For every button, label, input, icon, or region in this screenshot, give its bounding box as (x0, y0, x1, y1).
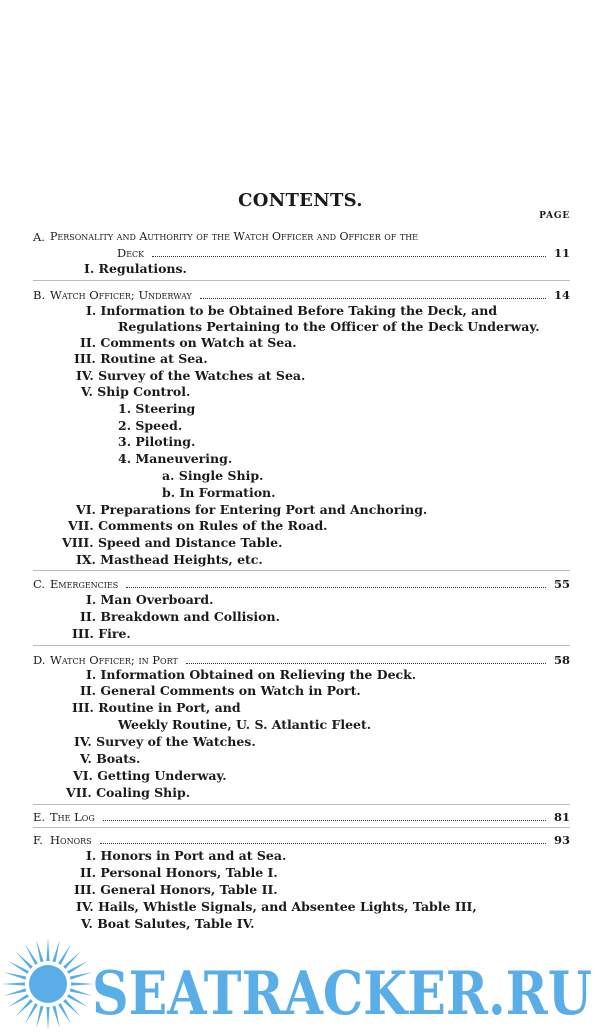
toc-item: VI. Preparations for Entering Port and Anchoring. (76, 502, 428, 517)
toc-item: III. Routine in Port, and (72, 700, 241, 715)
section-divider (33, 804, 570, 805)
leader-dots (186, 652, 546, 664)
toc-item: III. Fire. (72, 626, 131, 641)
sun-ray (4, 972, 27, 980)
section-page-number: 55 (553, 577, 570, 591)
toc-item: V. Boats. (80, 751, 141, 766)
toc-item: b. In Formation. (162, 485, 276, 500)
toc-item: VI. Getting Underway. (73, 768, 227, 783)
sun-ray (4, 988, 27, 996)
toc-item: IV. Hails, Whistle Signals, and Absentee Lights, Table III, (76, 899, 477, 914)
section-divider (33, 280, 570, 281)
section-letter: A. (33, 230, 45, 244)
section-page-number: 58 (553, 653, 570, 667)
toc-item: Weekly Routine, U. S. Atlantic Fleet. (118, 717, 372, 732)
section-divider (33, 570, 570, 571)
section-page-number: 93 (553, 833, 570, 847)
section-b-heading (33, 287, 570, 303)
toc-item: I. Information to be Obtained Before Taking the Deck, and (86, 303, 498, 318)
section-letter: C. (33, 577, 46, 591)
toc-item: VII. Comments on Rules of the Road. (68, 518, 328, 533)
leader-dots (126, 576, 546, 588)
section-page-number: 11 (553, 246, 570, 260)
toc-item: IV. Survey of the Watches at Sea. (76, 368, 306, 383)
toc-item: IV. Survey of the Watches. (74, 734, 256, 749)
toc-item: V. Boat Salutes, Table IV. (81, 916, 255, 931)
page-column-label: PAGE (539, 211, 570, 221)
section-letter: E. (33, 810, 46, 824)
toc-item: a. Single Ship. (162, 468, 264, 483)
sun-logo-icon (2, 938, 94, 1030)
leader-dots (100, 832, 546, 844)
toc-item: I. Honors in Port and at Sea. (86, 848, 287, 863)
toc-item: I. Information Obtained on Relieving the Deck. (86, 667, 417, 682)
section-title: The Log (50, 810, 95, 824)
toc-item: IX. Masthead Heights, etc. (76, 552, 263, 567)
leader-dots (152, 245, 546, 257)
sun-ray (36, 1006, 44, 1029)
leader-dots (200, 287, 546, 299)
toc-item: I. Regulations. (84, 261, 187, 276)
toc-item: VII. Coaling Ship. (66, 785, 191, 800)
sun-ray (2, 982, 25, 985)
toc-item: 1. Steering (118, 401, 196, 416)
toc-item: III. Routine at Sea. (74, 351, 208, 366)
section-c-heading (33, 576, 570, 592)
section-title: Watch Officer; in Port (50, 653, 178, 667)
sun-ray (46, 1007, 49, 1030)
toc-item: 4. Maneuvering. (118, 451, 233, 466)
sun-ray (70, 988, 93, 996)
leader-dots (103, 809, 546, 821)
section-letter: D. (33, 653, 46, 667)
sun-ray (46, 938, 49, 961)
watermark (0, 936, 601, 1031)
toc-item: 2. Speed. (118, 418, 183, 433)
sun-ray (71, 982, 94, 985)
toc-item: II. Comments on Watch at Sea. (80, 335, 297, 350)
toc-item: Regulations Pertaining to the Officer of the Deck Underway. (118, 319, 540, 334)
watermark-text: SEATRACKER.RU (92, 959, 592, 1029)
section-divider (33, 827, 570, 828)
toc-item: II. Personal Honors, Table I. (80, 865, 278, 880)
section-title: Honors (50, 833, 92, 847)
sun-ray (52, 940, 60, 963)
section-divider (33, 645, 570, 646)
section-title: Emergencies (50, 577, 119, 591)
section-page-number: 14 (553, 288, 570, 302)
toc-item: II. Breakdown and Collision. (80, 609, 280, 624)
section-a-heading (33, 229, 570, 261)
toc-item: VIII. Speed and Distance Table. (62, 535, 283, 550)
toc-item: I. Man Overboard. (86, 592, 214, 607)
sun-ray (52, 1006, 60, 1029)
section-f-heading (33, 832, 570, 848)
section-page-number: 81 (553, 810, 570, 824)
toc-item: V. Ship Control. (81, 384, 191, 399)
section-letter: B. (33, 288, 46, 302)
toc-item: 3. Piloting. (118, 434, 196, 449)
section-d-heading (33, 652, 570, 668)
section-letter: F. (33, 833, 43, 847)
sun-ray (70, 972, 93, 980)
contents-title: CONTENTS. (238, 190, 363, 211)
section-title: Watch Officer; Underway (50, 288, 192, 302)
section-e-heading (33, 809, 570, 825)
sun-ray (36, 940, 44, 963)
toc-item: II. General Comments on Watch in Port. (80, 683, 361, 698)
section-title: Personality and Authority of the Watch Officer and Officer of the (50, 230, 419, 243)
section-title-cont: Deck (117, 246, 145, 260)
toc-item: III. General Honors, Table II. (74, 882, 278, 897)
